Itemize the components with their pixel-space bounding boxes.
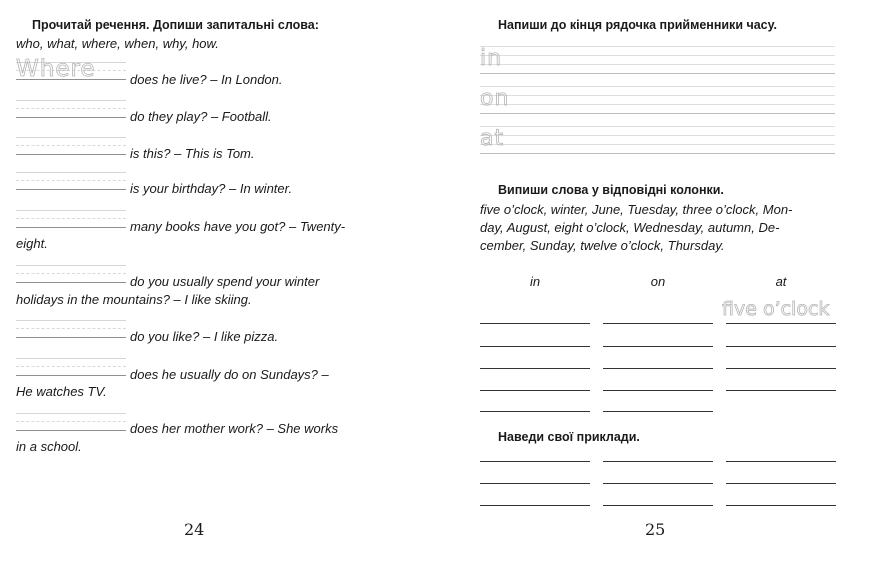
answer-line[interactable] [726,461,836,462]
answer-line[interactable] [726,368,836,369]
answer-line[interactable] [603,390,713,391]
tracing-at: at [480,126,505,151]
page-number: 24 [184,520,205,539]
column-header-on: on [650,274,666,289]
answer-line[interactable] [726,323,836,324]
left-page [0,0,430,567]
sentence-continuation: He watches TV. [16,384,107,399]
answer-line[interactable] [603,505,713,506]
answer-line[interactable] [603,411,713,412]
practice-row-on[interactable] [480,86,835,114]
sentence: is your birthday? – In winter. [130,181,293,196]
answer-line[interactable] [480,323,590,324]
answer-line[interactable] [726,346,836,347]
answer-slot[interactable] [16,210,126,228]
example-tracing: five o’clock [722,298,830,320]
answer-line[interactable] [480,505,590,506]
sentence: many books have you got? – Twenty- [130,219,346,234]
answer-slot[interactable] [16,172,126,190]
task-title: Прочитай речення. Допиши запитальні слова: [32,18,319,32]
sentence: do they play? – Football. [130,109,272,124]
sentence: does he usually do on Sundays? – [130,367,329,382]
task-title: Випиши слова у відповідні колонки. [498,183,724,197]
sentence-continuation: eight. [16,236,48,251]
answer-line[interactable] [603,346,713,347]
sentence: do you like? – I like pizza. [130,329,279,344]
answer-slot[interactable] [16,320,126,338]
word-bank: who, what, where, when, why, how. [16,36,219,51]
answer-line[interactable] [480,346,590,347]
column-header-at: at [775,274,787,289]
answer-line[interactable] [480,461,590,462]
sentence: is this? – This is Tom. [130,146,255,161]
answer-line[interactable] [726,390,836,391]
answer-line[interactable] [726,505,836,506]
answer-line[interactable] [603,461,713,462]
sentence: does her mother work? – She works [130,421,339,436]
column-header-in: in [529,274,541,289]
sentence-continuation: in a school. [16,439,82,454]
example-tracing: Where [16,56,96,82]
page-number: 25 [645,520,666,539]
answer-line[interactable] [480,390,590,391]
practice-row-in[interactable] [480,46,835,74]
answer-line[interactable] [603,483,713,484]
word-list-line: day, August, eight o’clock, Wednesday, autumn, De- [480,220,780,235]
right-page [460,0,870,567]
answer-line[interactable] [480,368,590,369]
answer-line[interactable] [603,323,713,324]
sentence: does he live? – In London. [130,72,283,87]
practice-row-at[interactable] [480,126,835,154]
answer-line[interactable] [480,483,590,484]
sentence: do you usually spend your winter [130,274,320,289]
task-title: Наведи свої приклади. [498,430,640,444]
sentence-continuation: holidays in the mountains? – I like skiing. [16,292,252,307]
word-list-line: cember, Sunday, twelve o’clock, Thursday. [480,238,725,253]
answer-slot[interactable] [16,265,126,283]
answer-slot[interactable] [16,358,126,376]
word-list-line: five o’clock, winter, June, Tuesday, three o’clock, Mon- [480,202,793,217]
answer-line[interactable] [726,483,836,484]
tracing-on: on [480,86,510,111]
task-title: Напиши до кінця рядочка прийменники часу. [498,18,777,32]
answer-slot[interactable] [16,137,126,155]
answer-line[interactable] [480,411,590,412]
tracing-in: in [480,46,503,71]
answer-slot[interactable] [16,413,126,431]
answer-line[interactable] [603,368,713,369]
answer-slot[interactable] [16,100,126,118]
